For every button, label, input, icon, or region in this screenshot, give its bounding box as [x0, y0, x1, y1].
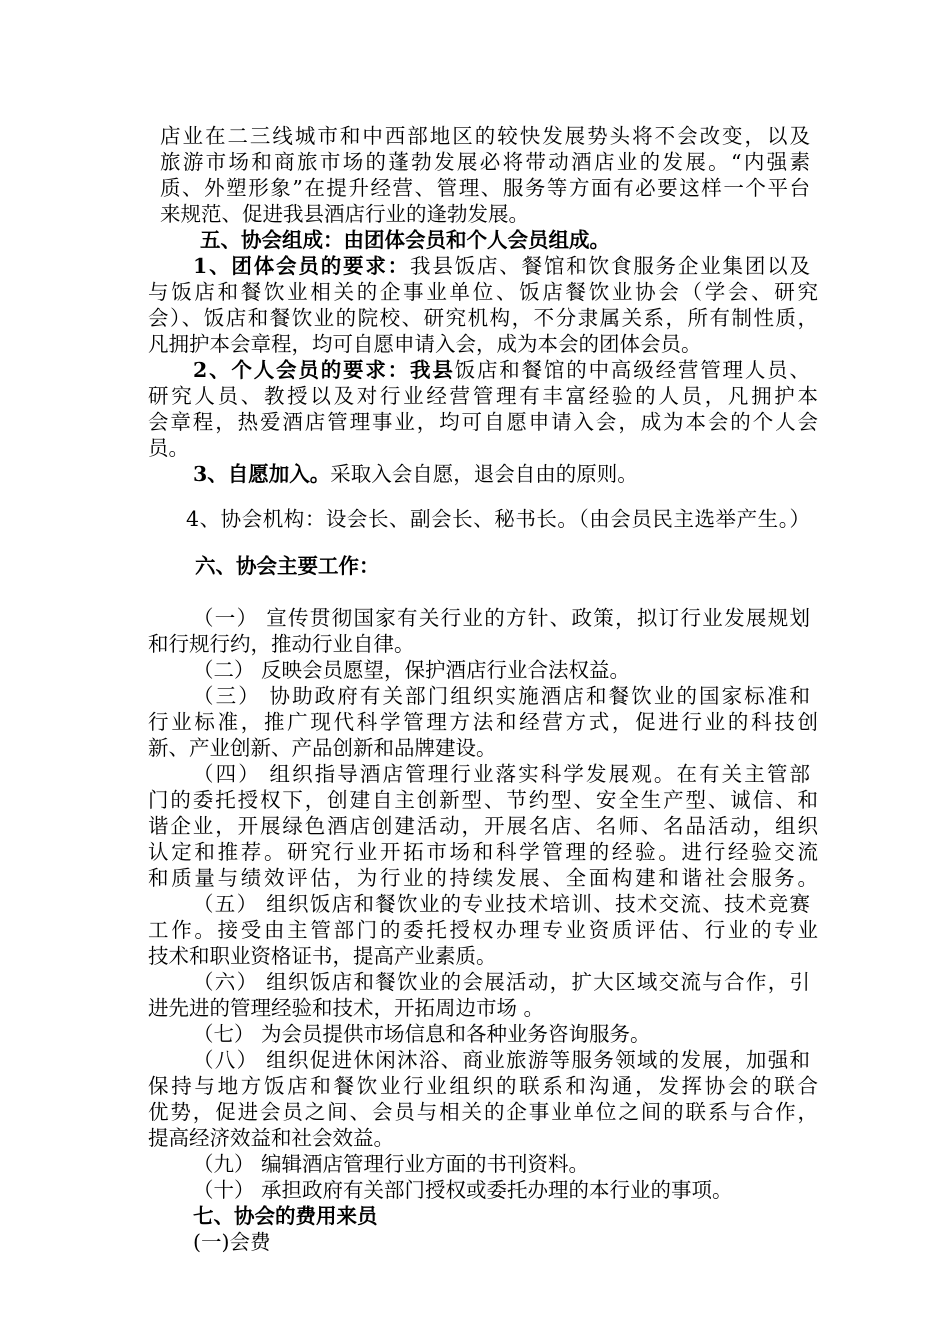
section6-line: 和行规行约，推动行业自律。: [148, 632, 415, 656]
item1-text: 我县饭店、餐馆和饮食服务企业集团以及: [410, 254, 810, 278]
section6-line: 门的委托授权下，创建自主创新型、节约型、安全生产型、诚信、和: [148, 788, 818, 812]
section7-sub1: (一)会费: [193, 1230, 271, 1254]
section5-item1-line: 凡拥护本会章程，均可自愿申请入会，成为本会的团体会员。: [148, 332, 702, 356]
section6-heading: 六、协会主要工作：: [195, 554, 380, 578]
section5-heading: 五、协会组成：由团体会员和个人会员组成。: [200, 228, 610, 252]
item2-text: 饭店和餐馆的中高级经营管理人员、: [454, 358, 811, 382]
section6-line: （六） 组织饭店和餐饮业的会展活动，扩大区域交流与合作，引: [193, 970, 810, 994]
section5-item2-line: 研究人员、教授以及对行业经营管理有丰富经验的人员，凡拥护本: [148, 384, 818, 408]
section6-line: （九） 编辑酒店管理行业方面的书刊资料。: [193, 1152, 590, 1176]
section5-item1-first-line: [193, 253, 810, 279]
section5-item1-line: 会）、饭店和餐饮业的院校、研究机构，不分隶属关系，所有制性质，: [148, 306, 818, 330]
section5-item4: 4、协会机构：设会长、副会长、秘书长。（由会员民主选举产生。）: [186, 507, 810, 531]
section6-line: 谐企业，开展绿色酒店创建活动，开展名店、名师、名品活动，组织: [148, 814, 818, 838]
section6-line: （五） 组织饭店和餐饮业的专业技术培训、技术交流、技术竞赛: [193, 892, 810, 916]
intro-line: 来规范、促进我县酒店行业的逢勃发展。: [160, 202, 529, 226]
item3-label: 3、自愿加入。: [193, 462, 331, 486]
section6-line: 保持与地方饭店和餐饮业行业组织的联系和沟通，发挥协会的联合: [148, 1074, 818, 1098]
section6-line: （十） 承担政府有关部门授权或委托办理的本行业的事项。: [193, 1178, 733, 1202]
section6-line: 认定和推荐。研究行业开拓市场和科学管理的经验。进行经验交流: [148, 840, 818, 864]
section6-line: （七） 为会员提供市场信息和各种业务咨询服务。: [193, 1022, 651, 1046]
item1-label: 1、团体会员的要求：: [193, 254, 410, 278]
section6-line: 进先进的管理经验和技术，开拓周边市场 。: [148, 996, 545, 1020]
section5-item2-line: 员。: [148, 436, 189, 460]
item3-text: 采取入会自愿，退会自由的原则。: [330, 462, 638, 486]
section7-heading: 七、协会的费用来员: [193, 1204, 378, 1228]
section6-line: （三） 协助政府有关部门组织实施酒店和餐饮业的国家标准和: [193, 684, 810, 708]
section6-line: 提高经济效益和社会效益。: [148, 1126, 394, 1150]
section6-line: （八） 组织促进休闲沐浴、商业旅游等服务领域的发展，加强和: [193, 1048, 810, 1072]
section5-item2-first-line: [193, 357, 810, 383]
section6-line: 优势，促进会员之间、会员与相关的企事业单位之间的联系与合作，: [148, 1100, 818, 1124]
section6-line: （四） 组织指导酒店管理行业落实科学发展观。在有关主管部: [193, 762, 810, 786]
section6-line: 新、产业创新、产品创新和品牌建设。: [148, 736, 497, 760]
section6-line: 行业标准，推广现代科学管理方法和经营方式，促进行业的科技创: [148, 710, 818, 734]
section6-line: 技术和职业资格证书，提高产业素质。: [148, 944, 497, 968]
section5-item1-line: 与饭店和餐饮业相关的企事业单位、饭店餐饮业协会（学会、研究: [148, 280, 818, 304]
section6-line: （二） 反映会员愿望，保护酒店行业合法权益。: [193, 658, 631, 682]
section6-line: 工作。接受由主管部门的委托授权办理专业资质评估、行业的专业: [148, 918, 818, 942]
section5-item3: [193, 461, 810, 487]
intro-line: 质、外塑形象”在提升经营、管理、服务等方面有必要这样一个平台: [160, 176, 810, 200]
section6-line: （一） 宣传贯彻国家有关行业的方针、政策，拟订行业发展规划: [193, 606, 810, 630]
intro-line: 旅游市场和商旅市场的蓬勃发展必将带动酒店业的发展。“内强素: [160, 150, 810, 174]
item2-label: 2、个人会员的要求：我县: [193, 358, 455, 382]
intro-line: 店业在二三线城市和中西部地区的较快发展势头将不会改变，以及: [160, 124, 810, 148]
section6-line: 和质量与绩效评估，为行业的持续发展、全面构建和谐社会服务。: [148, 866, 818, 890]
section5-item2-line: 会章程，热爱酒店管理事业，均可自愿申请入会，成为本会的个人会: [148, 410, 818, 434]
